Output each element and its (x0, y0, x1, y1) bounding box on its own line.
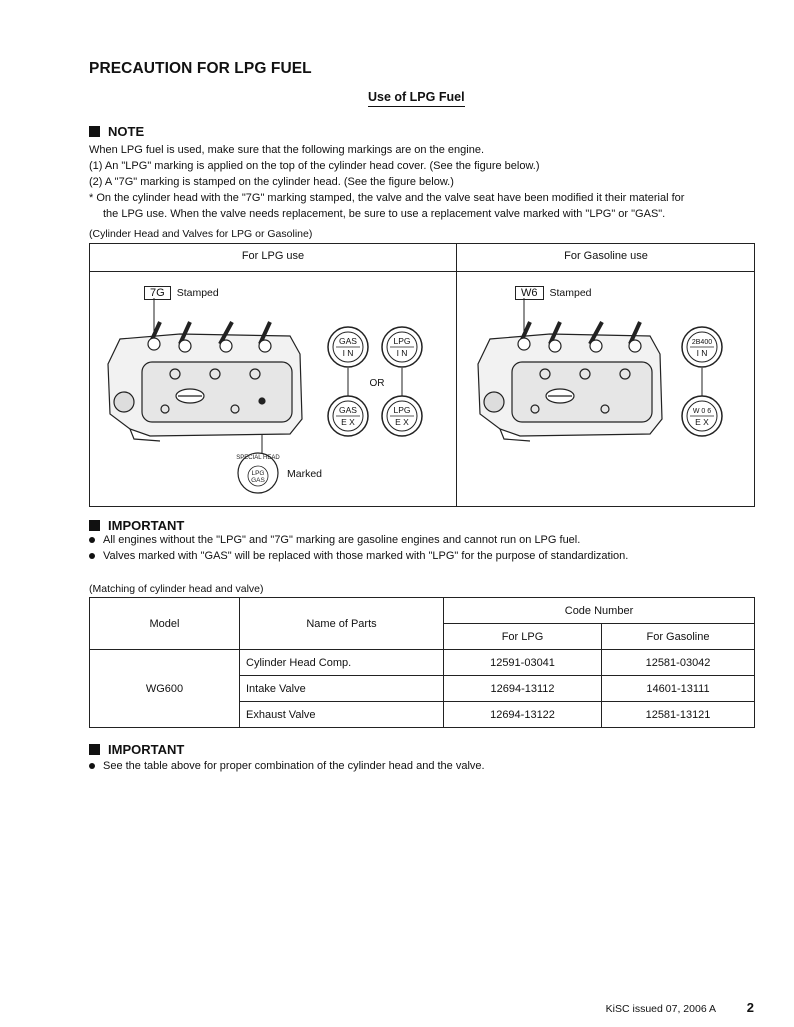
valve-icon-gas-ex (328, 396, 368, 436)
lpg-engine-illustration (108, 322, 302, 441)
note-line: (2) A "7G" marking is stamped on the cylinder head. (See the figure below.) (89, 176, 454, 188)
note-line: When LPG fuel is used, make sure that the following markings are on the engine. (89, 144, 484, 156)
note-body (89, 142, 759, 222)
gasoline-column-header: For Gasoline use (564, 250, 648, 262)
list-item: Valves marked with "GAS" will be replaced with those marked with "LPG" for the purpose of standardization. (89, 548, 749, 564)
note-line: (1) An "LPG" marking is applied on the top of the cylinder head cover. (See the figure below.) (89, 160, 540, 172)
part-name-cell: Exhaust Valve (240, 702, 444, 728)
valve-icon-gas-in (328, 327, 368, 367)
header-for-gasoline: For Gasoline (602, 624, 755, 650)
gasoline-engine-illustration (478, 322, 662, 441)
valve-icon-2b400-in (682, 327, 722, 367)
bullet-dot-icon (89, 763, 95, 769)
note-line: * On the cylinder head with the "7G" marking stamped, the valve and the valve seat have been modified it their material for (89, 192, 685, 204)
important-heading-label: IMPORTANT (108, 518, 185, 533)
matching-table (89, 597, 755, 728)
seal-text-lpg: LPG (251, 470, 265, 477)
note-heading (89, 124, 144, 139)
gasoline-code-cell: 12581-03042 (602, 650, 755, 676)
lpg-column-header: For LPG use (241, 250, 305, 262)
svg-text:E X: E X (695, 417, 709, 427)
list-item: All engines without the "LPG" and "7G" marking are gasoline engines and cannot run on LPG fuel. (89, 532, 749, 548)
engine-figure (89, 243, 755, 507)
seal-text-gas: GAS (251, 477, 265, 484)
note-line: the LPG use. When the valve needs replacement, be sure to use a replacement valve marked with "LPG" or "GAS". (103, 208, 666, 220)
special-head-seal (236, 453, 280, 493)
section-subtitle: Use of LPG Fuel (368, 90, 465, 107)
svg-text:GAS: GAS (339, 405, 357, 415)
marked-label: Marked (287, 468, 323, 480)
valve-icon-w06-ex (682, 396, 722, 436)
lpg-code-cell: 12694-13122 (444, 702, 602, 728)
square-bullet-icon (89, 744, 100, 755)
bullet-dot-icon (89, 537, 95, 543)
svg-text:LPG: LPG (393, 405, 411, 415)
part-name-cell: Cylinder Head Comp. (240, 650, 444, 676)
svg-text:E X: E X (395, 417, 409, 427)
svg-text:LPG: LPG (393, 336, 411, 346)
table-caption: (Matching of cylinder head and valve) (89, 583, 264, 595)
list-item: See the table above for proper combination of the cylinder head and the valve. (89, 758, 749, 774)
figure-caption: (Cylinder Head and Valves for LPG or Gasoline) (89, 228, 313, 240)
lpg-code-cell: 12591-03041 (444, 650, 602, 676)
header-model: Model (90, 598, 240, 650)
stamp-code-w6: W6 (515, 286, 544, 300)
table-row (90, 650, 755, 676)
page-title: PRECAUTION FOR LPG FUEL (89, 60, 312, 77)
valve-icon-lpg-ex (382, 396, 422, 436)
valve-icon-lpg-in (382, 327, 422, 367)
svg-text:GAS: GAS (339, 336, 357, 346)
important-heading-label: IMPORTANT (108, 742, 185, 757)
svg-text:W 0 6: W 0 6 (692, 408, 712, 415)
svg-text:E X: E X (341, 417, 355, 427)
important-bullets (89, 532, 749, 564)
bullet-dot-icon (89, 553, 95, 559)
svg-text:I N: I N (342, 348, 354, 358)
svg-text:I N: I N (696, 348, 708, 358)
important-heading-2 (89, 742, 184, 757)
gasoline-code-cell: 14601-13111 (602, 676, 755, 702)
lpg-stamp-label: 7G Stamped (144, 287, 219, 299)
important-heading (89, 518, 184, 533)
svg-text:I N: I N (396, 348, 408, 358)
svg-text:2B400: 2B400 (691, 339, 713, 346)
square-bullet-icon (89, 126, 100, 137)
or-label: OR (369, 378, 385, 389)
gasoline-stamp-label: W6 Stamped (515, 287, 592, 299)
part-name-cell: Intake Valve (240, 676, 444, 702)
seal-text-special-head: SPECIAL HEAD (236, 455, 280, 461)
important-bullets-2 (89, 758, 749, 774)
footer-issued: KiSC issued 07, 2006 A (605, 1003, 716, 1015)
lpg-code-cell: 12694-13112 (444, 676, 602, 702)
square-bullet-icon (89, 520, 100, 531)
note-heading-label: NOTE (108, 124, 145, 139)
header-code-number: Code Number (444, 598, 755, 624)
header-for-lpg: For LPG (444, 624, 602, 650)
stamp-code-7g: 7G (144, 286, 171, 300)
page-number: 2 (746, 1000, 754, 1015)
header-name-of-parts: Name of Parts (240, 598, 444, 650)
model-cell: WG600 (90, 650, 240, 728)
gasoline-code-cell: 12581-13121 (602, 702, 755, 728)
figure-drawing (90, 244, 754, 506)
